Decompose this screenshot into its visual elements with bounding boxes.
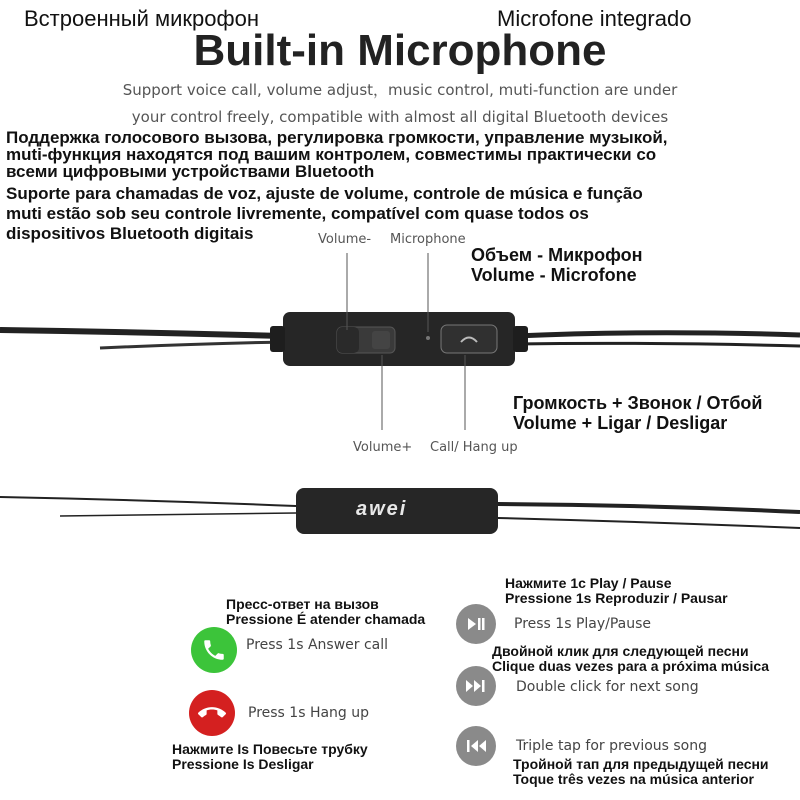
previous-track-icon: [456, 726, 496, 766]
desc-pt-line3: dispositivos Bluetooth digitais: [6, 224, 254, 243]
label-volume-plus: Volume+: [353, 440, 413, 455]
desc-pt-line2: muti estão sob seu controle livremente, compatível com quase todos os: [6, 204, 589, 223]
label-volume-minus: Volume-: [318, 232, 372, 247]
play-pause-icon: [456, 604, 496, 644]
desc-ru-line3: всеми цифровыми устройствами Bluetooth: [6, 162, 375, 181]
label-microphone: Microphone: [390, 232, 466, 247]
title-pt: Microfone integrado: [497, 6, 692, 31]
hangup-ru: Нажмите Is Повесьте трубку: [172, 741, 368, 757]
brand-logo: awei: [356, 498, 408, 520]
prev-ru: Тройной тап для предыдущей песни: [513, 756, 769, 772]
call-button: [441, 325, 497, 353]
play-pt: Pressione 1s Reproduzir / Pausar: [505, 590, 728, 606]
label-volume-mic-ru: Объем - Микрофон: [471, 245, 643, 265]
answer-ru: Пресс-ответ на вызов: [226, 596, 379, 612]
play-ru: Нажмите 1с Play / Pause: [505, 575, 672, 591]
answer-pt: Pressione É atender chamada: [226, 611, 426, 627]
prev-en: Triple tap for previous song: [516, 738, 708, 754]
next-pt: Clique duas vezes para a próxima música: [492, 658, 770, 674]
title-ru: Встроенный микрофон: [24, 6, 259, 31]
label-volume-call-ru: Громкость + Звонок / Отбой: [513, 393, 763, 413]
next-track-icon: [456, 666, 496, 706]
desc-en-line1: Support voice call, volume adjust，music control, muti-function are under: [122, 81, 678, 99]
prev-pt: Toque três vezes na música anterior: [513, 771, 754, 787]
title-en: Built-in Microphone: [193, 26, 607, 75]
desc-en-line2: your control freely, compatible with almost all digital Bluetooth devices: [131, 108, 669, 126]
hang-up-icon: [189, 690, 235, 736]
answer-en: Press 1s Answer call: [246, 637, 389, 653]
desc-pt-line1: Suporte para chamadas de voz, ajuste de volume, controle de música e função: [6, 184, 643, 203]
label-call-hangup: Call/ Hang up: [430, 440, 518, 455]
desc-ru-line1: Поддержка голосового вызова, регулировка громкости, управление музыкой,: [6, 128, 668, 147]
microphone-hole: [426, 336, 430, 340]
next-ru: Двойной клик для следующей песни: [492, 643, 749, 659]
desc-ru-line2: muti-функция находятся под вашим контролем, совместимы практически со: [6, 145, 657, 164]
label-volume-mic-pt: Volume - Microfone: [471, 265, 637, 285]
hangup-en: Press 1s Hang up: [248, 705, 370, 721]
hangup-pt: Pressione Is Desligar: [172, 756, 314, 772]
label-volume-call-pt: Volume + Ligar / Desligar: [513, 413, 728, 433]
play-en: Press 1s Play/Pause: [514, 616, 652, 632]
next-en: Double click for next song: [516, 679, 699, 695]
answer-call-icon: [191, 627, 237, 673]
